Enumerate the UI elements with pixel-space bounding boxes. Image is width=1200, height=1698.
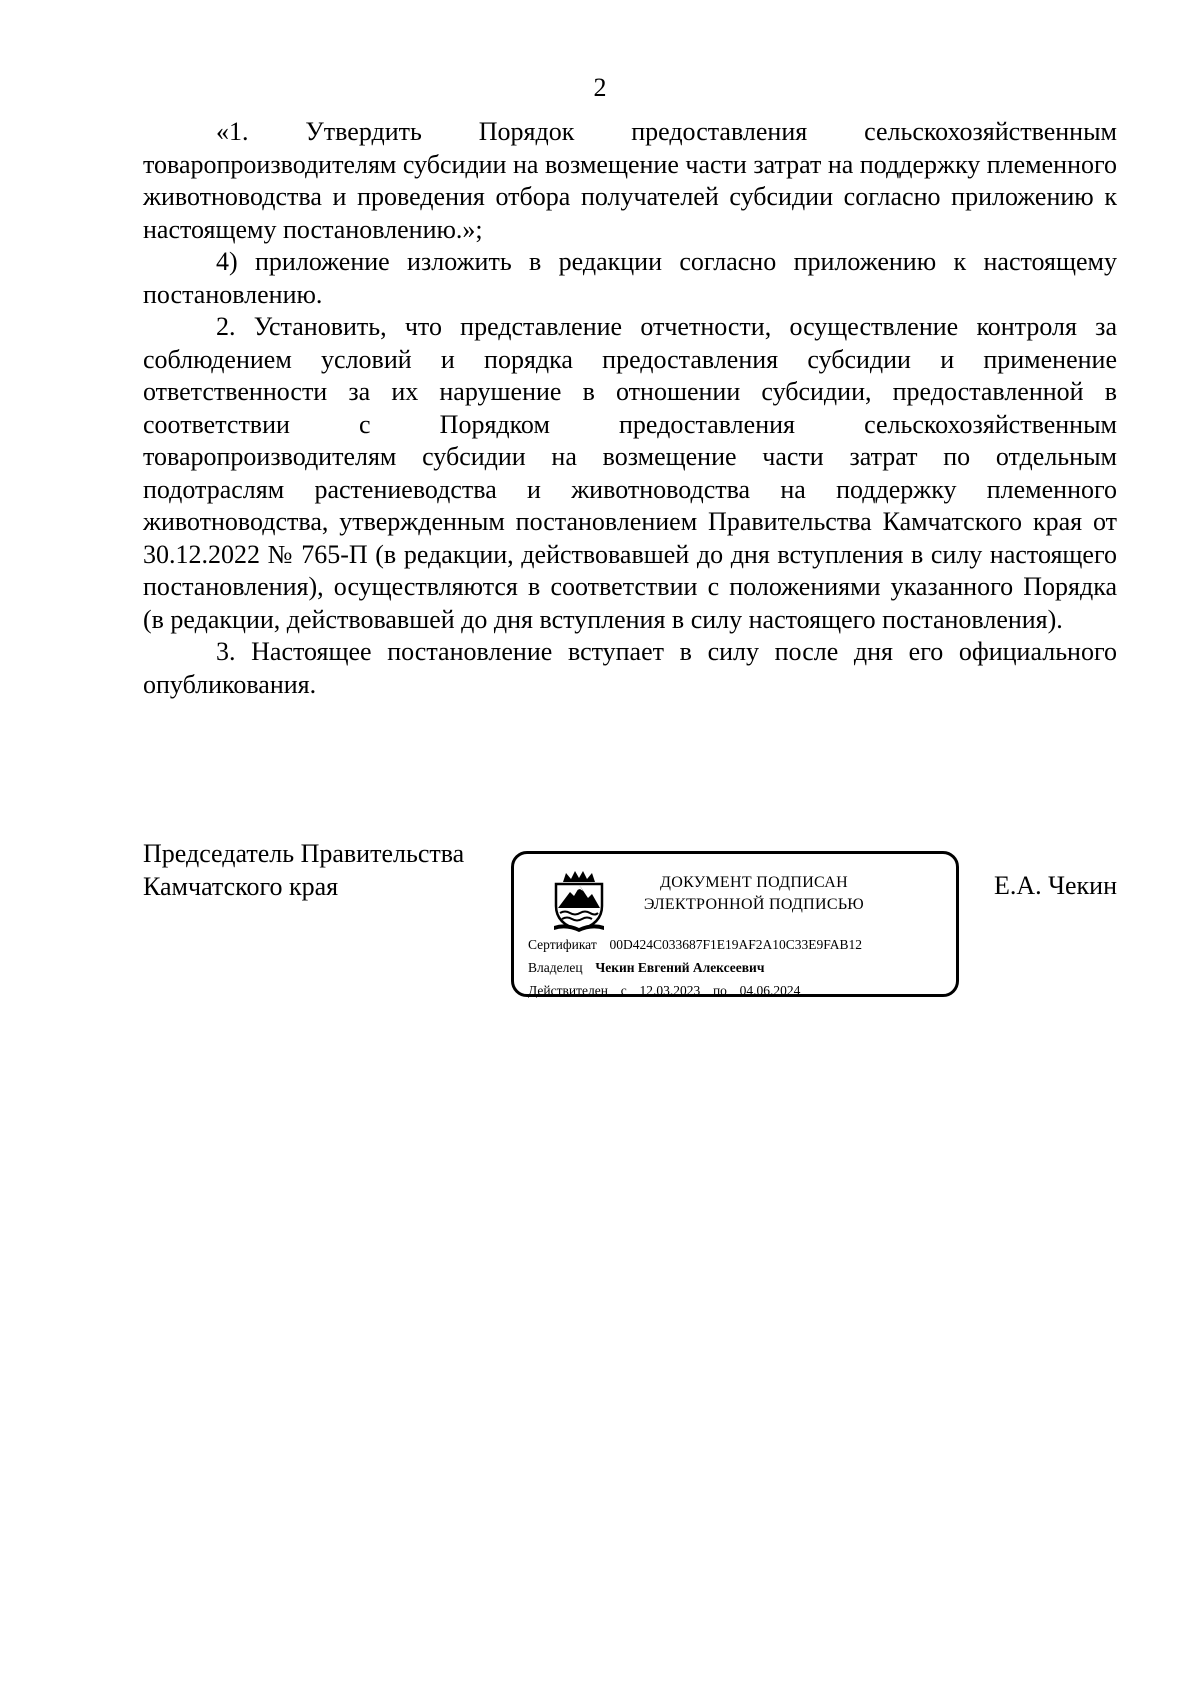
stamp-heading-line-1: ДОКУМЕНТ ПОДПИСАН [660,874,848,891]
paragraph-item-4: 4) приложение изложить в редакции согласно приложению к настоящему постановлению. [143,247,1117,309]
owner-value: Чекин Евгений Алексеевич [595,960,765,975]
validity-from-date: 12.03.2023 [639,983,701,998]
kamchatka-coat-of-arms-icon [550,870,608,932]
signer-position-line-2: Камчатского края [143,871,339,901]
certificate-label: Сертификат [528,937,597,952]
stamp-owner-row [528,959,764,977]
paragraph-clause-3: 3. Настоящее постановление вступает в силу после дня его официального опубликования. [143,637,1117,699]
validity-label: Действителен [528,983,608,998]
signer-position-line-1: Председатель Правительства [143,839,465,868]
electronic-signature-stamp [511,851,959,997]
stamp-heading [624,872,884,916]
stamp-certificate-row [528,936,862,954]
paragraph-item-1: «1. Утвердить Порядок предоставления сельскохозяйственным товаропроизводителям субсидии на возмещение части затрат на поддержку племенного животноводства и проведения отбора получателей субсидии согласно приложению к настоящему постановлению.»; [143,117,1117,244]
owner-label: Владелец [528,960,583,975]
page-number: 2 [593,73,607,102]
validity-to-label: по [712,983,727,998]
stamp-heading-line-2: ЭЛЕКТРОННОЙ ПОДПИСЬЮ [643,896,865,913]
signer-position [143,838,464,903]
paragraph-clause-2: 2. Установить, что представление отчетности, осуществление контроля за соблюдением условий и порядка предоставления субсидии и применение ответственности за их нарушение в отношении субсидии, предоставленной в соответствии с Порядком предоставления сельскохозяйственным товаропроизводителям субсидии на возмещение части затрат по отдельным подотраслям растениеводства и животноводства на поддержку племенного животноводства, утвержденным постановлением Правительства Камчатского края от 30.12.2022 № 765-П (в редакции, действовавшей до дня вступления в силу настоящего постановления), осуществляются в соответствии с положениями указанного Порядка (в редакции, действовавшей до дня вступления в силу настоящего постановления). [143,312,1117,634]
validity-to-date: 04.06.2024 [739,983,801,998]
signature-block [143,838,1117,1018]
signer-name: Е.А. Чекин [993,871,1117,900]
document-body [143,116,1117,701]
validity-from-label: с [620,983,627,998]
stamp-validity-row [528,982,800,1000]
certificate-value: 00D424C033687F1E19AF2A10C33E9FAB12 [609,937,863,952]
